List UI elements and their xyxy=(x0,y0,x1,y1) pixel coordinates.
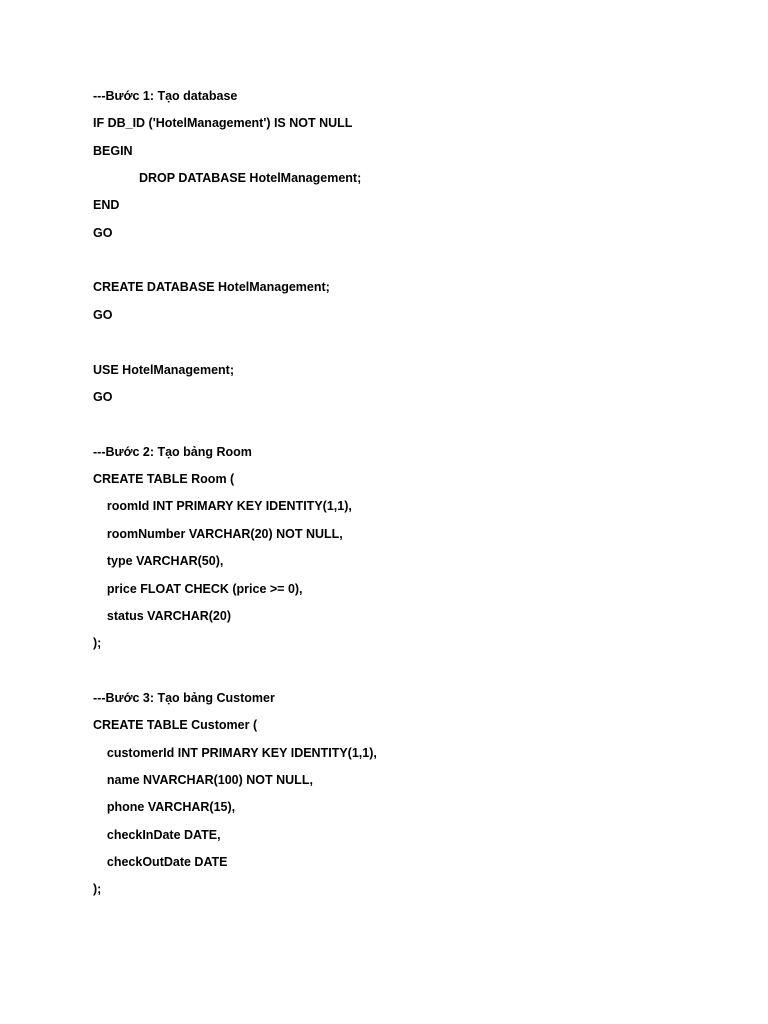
code-line: roomNumber VARCHAR(20) NOT NULL, xyxy=(93,527,343,541)
code-line: checkInDate DATE, xyxy=(93,828,221,842)
code-line: GO xyxy=(93,308,113,322)
comment-step-2: ---Bước 2: Tạo bảng Room xyxy=(93,445,252,459)
code-line: price FLOAT CHECK (price >= 0), xyxy=(93,582,303,596)
code-line: CREATE TABLE Room ( xyxy=(93,472,235,486)
code-line: GO xyxy=(93,226,113,240)
code-line: BEGIN xyxy=(93,144,133,158)
code-line: phone VARCHAR(15), xyxy=(93,800,236,814)
code-line: ); xyxy=(93,636,102,650)
code-line: IF DB_ID ('HotelManagement') IS NOT NULL xyxy=(93,116,353,130)
comment-step-1: ---Bước 1: Tạo database xyxy=(93,89,238,103)
code-line: END xyxy=(93,198,120,212)
code-line: GO xyxy=(93,390,113,404)
code-line: CREATE TABLE Customer ( xyxy=(93,718,258,732)
code-line: type VARCHAR(50), xyxy=(93,554,224,568)
code-line: name NVARCHAR(100) NOT NULL, xyxy=(93,773,313,787)
code-line: status VARCHAR(20) xyxy=(93,609,231,623)
code-line: USE HotelManagement; xyxy=(93,363,234,377)
code-line: DROP DATABASE HotelManagement; xyxy=(139,171,362,185)
code-line: customerId INT PRIMARY KEY IDENTITY(1,1), xyxy=(93,746,377,760)
comment-step-3: ---Bước 3: Tạo bảng Customer xyxy=(93,691,275,705)
code-line: roomId INT PRIMARY KEY IDENTITY(1,1), xyxy=(93,499,352,513)
code-line: CREATE DATABASE HotelManagement; xyxy=(93,280,330,294)
code-line: checkOutDate DATE xyxy=(93,855,228,869)
code-line: ); xyxy=(93,882,102,896)
